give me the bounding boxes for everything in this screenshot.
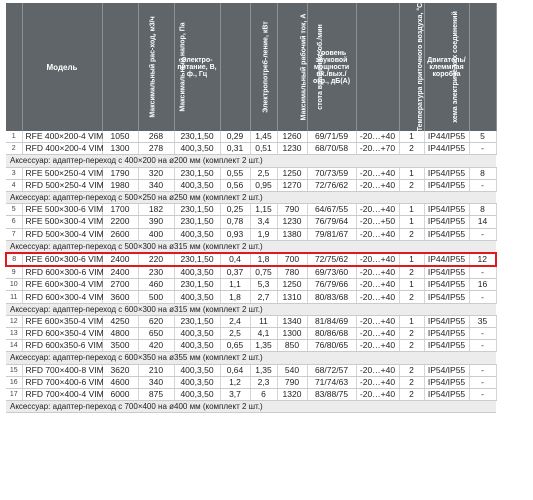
accessory-text: Аксессуар: адаптер-переход с 500×250 на ø250 мм (комплект 2 шт.) (6, 191, 496, 203)
cell-pressure: 230 (138, 266, 174, 279)
cell-protection: IP54/IP55 (424, 388, 469, 400)
table-row (6, 204, 496, 216)
cell-noise: 80/83/68 (307, 291, 356, 303)
cell-airflow: 4800 (102, 328, 138, 340)
accessory-text: Аксессуар: адаптер-переход с 500×300 на ø315 мм (комплект 2 шт.) (6, 240, 496, 253)
cell-scheme: 2 (399, 143, 424, 155)
cell-num: 1 (6, 131, 22, 143)
cell-noise: 81/84/69 (307, 315, 356, 327)
cell-model: RFD 600х350-6 VIM (22, 340, 102, 352)
cell-protection: IP54/IP55 (424, 315, 469, 327)
cell-airflow: 2600 (102, 228, 138, 240)
cell-noise: 69/73/60 (307, 266, 356, 279)
cell-pressure: 875 (138, 388, 174, 400)
table-row (6, 388, 496, 400)
cell-capacitor: 8 (469, 167, 496, 179)
cell-temp: -20…+40 (356, 328, 399, 340)
cell-consumption: 0,78 (220, 216, 250, 228)
cell-scheme: 2 (399, 328, 424, 340)
header-num (6, 3, 22, 131)
accessory-row (6, 155, 496, 167)
cell-protection: IP54/IP55 (424, 376, 469, 388)
cell-noise: 72/76/62 (307, 179, 356, 191)
cell-current: 1,35 (250, 340, 277, 352)
table-row (6, 266, 496, 279)
cell-airflow: 3600 (102, 291, 138, 303)
cell-consumption: 2,4 (220, 315, 250, 327)
accessory-text: Аксессуар: адаптер-переход с 700×400 на ø400 мм (комплект 2 шт.) (6, 401, 496, 413)
cell-temp: -20…+40 (356, 376, 399, 388)
cell-pressure: 220 (138, 253, 174, 266)
accessory-row (6, 191, 496, 203)
cell-rpm: 1260 (277, 131, 307, 143)
cell-capacitor: - (469, 340, 496, 352)
cell-scheme: 2 (399, 228, 424, 240)
table-body (6, 131, 496, 413)
cell-pressure: 320 (138, 167, 174, 179)
cell-rpm: 1300 (277, 328, 307, 340)
cell-airflow: 2200 (102, 216, 138, 228)
cell-scheme: 2 (399, 266, 424, 279)
table-row (6, 143, 496, 155)
cell-num: 5 (6, 204, 22, 216)
cell-rpm: 790 (277, 204, 307, 216)
cell-rpm: 1250 (277, 279, 307, 291)
cell-power: 230,1,50 (174, 167, 220, 179)
cell-noise: 76/79/66 (307, 279, 356, 291)
cell-num: 7 (6, 228, 22, 240)
cell-protection: IP54/IP55 (424, 291, 469, 303)
cell-rpm: 1250 (277, 167, 307, 179)
cell-rpm: 700 (277, 253, 307, 266)
accessory-row (6, 352, 496, 364)
cell-temp: -20…+70 (356, 143, 399, 155)
cell-power: 230,1,50 (174, 216, 220, 228)
cell-airflow: 2400 (102, 266, 138, 279)
cell-scheme: 1 (399, 131, 424, 143)
cell-num: 8 (6, 253, 22, 266)
cell-current: 2,7 (250, 291, 277, 303)
cell-scheme: 1 (399, 253, 424, 266)
cell-rpm: 1270 (277, 179, 307, 191)
cell-capacitor: 12 (469, 253, 496, 266)
cell-power: 400,3,50 (174, 364, 220, 376)
cell-capacitor: 5 (469, 131, 496, 143)
cell-rpm: 1380 (277, 228, 307, 240)
cell-airflow: 3500 (102, 340, 138, 352)
cell-airflow: 2400 (102, 253, 138, 266)
cell-temp: -20…+40 (356, 291, 399, 303)
cell-capacitor: - (469, 291, 496, 303)
cell-scheme: 2 (399, 179, 424, 191)
header-capacitor: Конденсатор, мкф (469, 3, 496, 131)
cell-num: 14 (6, 340, 22, 352)
header-temp: Температура приточного воздуха, °С (356, 3, 399, 131)
cell-consumption: 0,55 (220, 167, 250, 179)
cell-model: RFE 600×350-4 VIM (22, 315, 102, 327)
cell-power: 230,1,50 (174, 131, 220, 143)
cell-current: 11 (250, 315, 277, 327)
cell-consumption: 0,64 (220, 364, 250, 376)
cell-current: 4,1 (250, 328, 277, 340)
header-model: Модель (22, 3, 102, 131)
cell-current: 0,95 (250, 179, 277, 191)
accessory-text: Аксессуар: адаптер-переход с 400×200 на ø200 мм (комплект 2 шт.) (6, 155, 496, 167)
cell-protection: IP54/IP55 (424, 167, 469, 179)
table-row (6, 376, 496, 388)
header-consumption: Электропотреб-ление, кВт (220, 3, 250, 131)
cell-protection: IP54/IP55 (424, 340, 469, 352)
cell-noise: 80/86/68 (307, 328, 356, 340)
cell-temp: -20…+40 (356, 167, 399, 179)
cell-num: 17 (6, 388, 22, 400)
cell-num: 10 (6, 279, 22, 291)
cell-pressure: 650 (138, 328, 174, 340)
cell-capacitor: 16 (469, 279, 496, 291)
table-row (6, 291, 496, 303)
cell-rpm: 1310 (277, 291, 307, 303)
cell-power: 230,1,50 (174, 315, 220, 327)
cell-temp: -20…+40 (356, 388, 399, 400)
table-row (6, 328, 496, 340)
header-airflow: Максимальный рас-ход, м3/ч (102, 3, 138, 131)
cell-noise: 79/81/67 (307, 228, 356, 240)
cell-pressure: 420 (138, 340, 174, 352)
cell-noise: 69/71/59 (307, 131, 356, 143)
cell-power: 400,3,50 (174, 328, 220, 340)
cell-scheme: 2 (399, 340, 424, 352)
cell-power: 400,3,50 (174, 376, 220, 388)
cell-model: RFD 500×300-4 VIM (22, 228, 102, 240)
cell-current: 1,15 (250, 204, 277, 216)
cell-airflow: 2700 (102, 279, 138, 291)
cell-rpm: 1340 (277, 315, 307, 327)
cell-capacitor: - (469, 376, 496, 388)
cell-current: 1,45 (250, 131, 277, 143)
cell-capacitor: 35 (469, 315, 496, 327)
cell-consumption: 1,1 (220, 279, 250, 291)
cell-noise: 64/67/55 (307, 204, 356, 216)
cell-num: 12 (6, 315, 22, 327)
cell-num: 11 (6, 291, 22, 303)
cell-current: 1,9 (250, 228, 277, 240)
header-protection: Двигатель/клеммная коробка (424, 3, 469, 131)
cell-airflow: 1790 (102, 167, 138, 179)
cell-consumption: 0,31 (220, 143, 250, 155)
cell-consumption: 0,56 (220, 179, 250, 191)
cell-rpm: 1320 (277, 388, 307, 400)
cell-temp: -20…+40 (356, 340, 399, 352)
cell-scheme: 1 (399, 167, 424, 179)
cell-pressure: 400 (138, 228, 174, 240)
cell-pressure: 620 (138, 315, 174, 327)
cell-model: RFE 600×300-4 VIM (22, 279, 102, 291)
cell-protection: IP44/IP55 (424, 143, 469, 155)
cell-temp: -20…+40 (356, 204, 399, 216)
cell-power: 400,3,50 (174, 340, 220, 352)
cell-rpm: 790 (277, 376, 307, 388)
cell-model: RFD 700×400-6 VIM (22, 376, 102, 388)
cell-rpm: 540 (277, 364, 307, 376)
accessory-text: Аксессуар: адаптер-переход с 600×350 на ø355 мм (комплект 2 шт.) (6, 352, 496, 364)
table-row (6, 364, 496, 376)
cell-model: RFD 600×300-6 VIM (22, 266, 102, 279)
cell-model: RFD 700×400-8 VIM (22, 364, 102, 376)
cell-temp: -20…+40 (356, 364, 399, 376)
cell-consumption: 1,8 (220, 291, 250, 303)
header-pressure: Максимальный напор, Па (138, 3, 174, 131)
fan-spec-table (5, 2, 505, 413)
cell-protection: IP54/IP55 (424, 228, 469, 240)
cell-model: RFD 700×400-4 VIM (22, 388, 102, 400)
cell-scheme: 2 (399, 376, 424, 388)
cell-num: 2 (6, 143, 22, 155)
cell-consumption: 2,5 (220, 328, 250, 340)
cell-noise: 71/74/63 (307, 376, 356, 388)
cell-scheme: 1 (399, 216, 424, 228)
cell-airflow: 4600 (102, 376, 138, 388)
cell-model: RFD 600×350-4 VIM (22, 328, 102, 340)
cell-noise: 72/75/62 (307, 253, 356, 266)
cell-current: 0,75 (250, 266, 277, 279)
cell-pressure: 390 (138, 216, 174, 228)
cell-num: 16 (6, 376, 22, 388)
cell-power: 400,3,50 (174, 179, 220, 191)
cell-protection: IP54/IP55 (424, 179, 469, 191)
table-row (6, 131, 496, 143)
table-row (6, 167, 496, 179)
cell-capacitor: - (469, 143, 496, 155)
accessory-row (6, 303, 496, 315)
cell-noise: 76/79/64 (307, 216, 356, 228)
cell-scheme: 1 (399, 315, 424, 327)
cell-consumption: 1,2 (220, 376, 250, 388)
cell-power: 400,3,50 (174, 291, 220, 303)
cell-pressure: 210 (138, 364, 174, 376)
cell-capacitor: - (469, 364, 496, 376)
cell-consumption: 0,29 (220, 131, 250, 143)
cell-temp: -20…+40 (356, 228, 399, 240)
table-row-highlighted (6, 253, 496, 266)
cell-power: 230,1,50 (174, 253, 220, 266)
cell-capacitor: 8 (469, 204, 496, 216)
cell-temp: -20…+40 (356, 266, 399, 279)
cell-temp: -20…+40 (356, 279, 399, 291)
accessory-row (6, 240, 496, 253)
cell-capacitor: - (469, 228, 496, 240)
cell-pressure: 460 (138, 279, 174, 291)
cell-pressure: 340 (138, 376, 174, 388)
cell-rpm: 1230 (277, 143, 307, 155)
cell-current: 2,5 (250, 167, 277, 179)
cell-protection: IP54/IP55 (424, 266, 469, 279)
cell-capacitor: - (469, 388, 496, 400)
cell-protection: IP44/IP55 (424, 131, 469, 143)
accessory-text: Аксессуар: адаптер-переход с 600×300 на ø315 мм (комплект 2 шт.) (6, 303, 496, 315)
cell-model: RFE 600×300-6 VIM (22, 253, 102, 266)
cell-temp: -20…+40 (356, 179, 399, 191)
cell-consumption: 0,65 (220, 340, 250, 352)
cell-pressure: 340 (138, 179, 174, 191)
cell-model: RFE 500×300-4 VIM (22, 216, 102, 228)
header-power: Электро-питание, В, ф., Гц (174, 3, 220, 131)
cell-consumption: 0,25 (220, 204, 250, 216)
cell-temp: -20…+50 (356, 216, 399, 228)
cell-noise: 76/80/65 (307, 340, 356, 352)
cell-protection: IP54/IP55 (424, 364, 469, 376)
cell-consumption: 0,4 (220, 253, 250, 266)
cell-scheme: 1 (399, 279, 424, 291)
table-row (6, 216, 496, 228)
cell-capacitor: - (469, 328, 496, 340)
table-row (6, 279, 496, 291)
cell-consumption: 0,37 (220, 266, 250, 279)
cell-num: 6 (6, 216, 22, 228)
accessory-row (6, 401, 496, 413)
cell-scheme: 2 (399, 388, 424, 400)
cell-num: 15 (6, 364, 22, 376)
cell-current: 3,4 (250, 216, 277, 228)
cell-airflow: 3620 (102, 364, 138, 376)
cell-pressure: 500 (138, 291, 174, 303)
cell-airflow: 1300 (102, 143, 138, 155)
table-row (6, 340, 496, 352)
cell-temp: -20…+40 (356, 315, 399, 327)
cell-noise: 68/70/58 (307, 143, 356, 155)
cell-scheme: 2 (399, 364, 424, 376)
cell-scheme: 1 (399, 204, 424, 216)
cell-protection: IP54/IP55 (424, 279, 469, 291)
cell-power: 400,3,50 (174, 388, 220, 400)
cell-protection: IP44/IP55 (424, 253, 469, 266)
cell-current: 1,8 (250, 253, 277, 266)
cell-num: 13 (6, 328, 22, 340)
table-row (6, 315, 496, 327)
cell-model: RFE 500×300-6 VIM (22, 204, 102, 216)
cell-consumption: 3,7 (220, 388, 250, 400)
cell-power: 400,3,50 (174, 266, 220, 279)
cell-noise: 70/73/59 (307, 167, 356, 179)
header-current: Максимальный рабочий ток, А (250, 3, 277, 131)
cell-power: 230,1,50 (174, 279, 220, 291)
cell-pressure: 182 (138, 204, 174, 216)
table-header (6, 2, 505, 132)
cell-scheme: 2 (399, 291, 424, 303)
cell-num: 3 (6, 167, 22, 179)
cell-rpm: 1230 (277, 216, 307, 228)
cell-protection: IP54/IP55 (424, 328, 469, 340)
cell-noise: 68/72/57 (307, 364, 356, 376)
cell-model: RFE 400×200-4 VIM (22, 131, 102, 143)
cell-current: 1,35 (250, 364, 277, 376)
cell-protection: IP54/IP55 (424, 216, 469, 228)
cell-power: 400,3,50 (174, 228, 220, 240)
table-row (6, 228, 496, 240)
cell-rpm: 780 (277, 266, 307, 279)
cell-power: 230,1,50 (174, 204, 220, 216)
cell-current: 0,51 (250, 143, 277, 155)
cell-capacitor: 14 (469, 216, 496, 228)
header-scheme: хема электриче-ких соединений (399, 3, 424, 131)
spec-table-container (5, 2, 505, 413)
cell-capacitor: - (469, 179, 496, 191)
cell-airflow: 1980 (102, 179, 138, 191)
header-noise: Уровень звуковой мощности вх./вых./окр., дБ(А) (307, 3, 356, 131)
cell-temp: -20…+40 (356, 131, 399, 143)
cell-noise: 83/88/75 (307, 388, 356, 400)
cell-pressure: 278 (138, 143, 174, 155)
cell-num: 4 (6, 179, 22, 191)
cell-model: RFD 600×300-4 VIM (22, 291, 102, 303)
cell-model: RFD 400×200-4 VIM (22, 143, 102, 155)
cell-power: 400,3,50 (174, 143, 220, 155)
table-row (6, 179, 496, 191)
cell-airflow: 4250 (102, 315, 138, 327)
cell-pressure: 268 (138, 131, 174, 143)
cell-num: 9 (6, 266, 22, 279)
cell-airflow: 6000 (102, 388, 138, 400)
cell-current: 5,3 (250, 279, 277, 291)
cell-current: 2,3 (250, 376, 277, 388)
cell-airflow: 1700 (102, 204, 138, 216)
cell-model: RFE 500×250-4 VIM (22, 167, 102, 179)
header-rpm: стота вращения, об./мин (277, 3, 307, 131)
cell-airflow: 1050 (102, 131, 138, 143)
cell-model: RFD 500×250-4 VIM (22, 179, 102, 191)
cell-protection: IP54/IP55 (424, 204, 469, 216)
cell-current: 6 (250, 388, 277, 400)
cell-capacitor: - (469, 266, 496, 279)
cell-consumption: 0,93 (220, 228, 250, 240)
cell-temp: -20…+40 (356, 253, 399, 266)
cell-rpm: 850 (277, 340, 307, 352)
